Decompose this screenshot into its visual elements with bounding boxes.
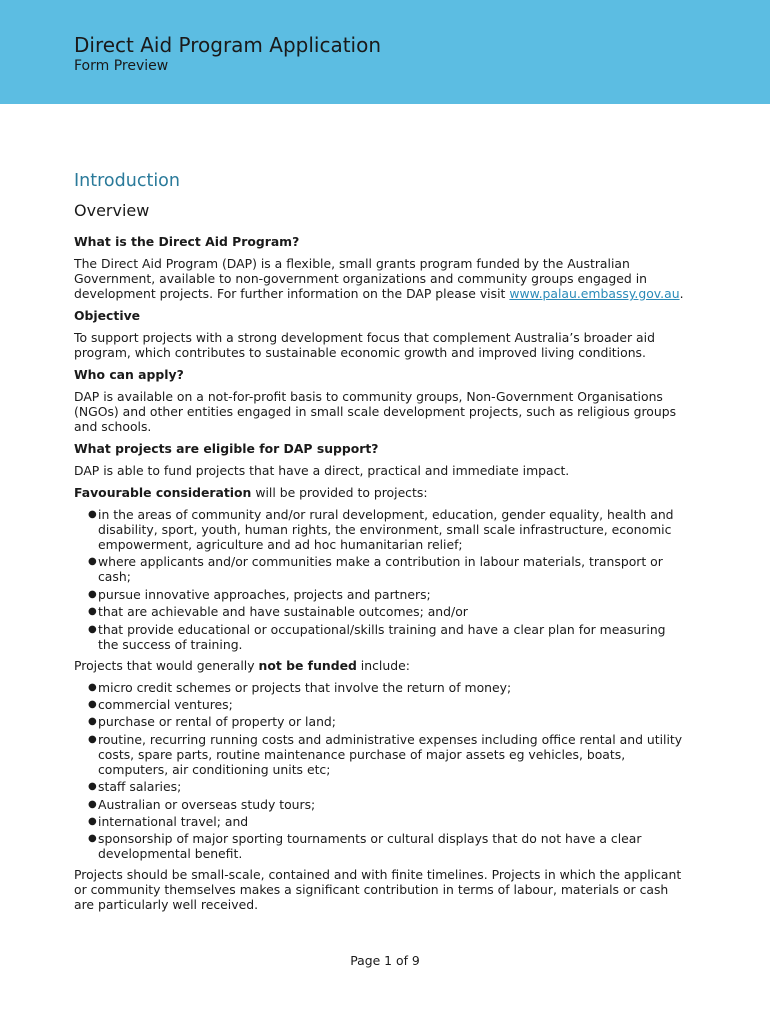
paragraph-objective: To support projects with a strong development focus that complement Australia’s broader aid program, which contributes to sustainable economic growth and improved living conditions. <box>74 330 655 360</box>
list-item <box>88 831 689 862</box>
list-item-text: sponsorship of major sporting tournaments or cultural displays that do not have a clear developmental benefit. <box>98 831 642 862</box>
list-item <box>88 714 689 730</box>
favourable-list <box>74 507 689 652</box>
section-heading: Introduction <box>74 171 180 191</box>
form-title: Direct Aid Program Application <box>74 33 382 57</box>
list-item <box>88 604 689 620</box>
paragraph-who-can-apply: DAP is available on a not-for-profit basis to community groups, Non-Government Organisations (NGOs) and other entities engaged in small scale development projects, such as religious groups and schools. <box>74 389 677 434</box>
bullet-icon: ● <box>88 781 97 793</box>
bullet-icon: ● <box>88 698 97 710</box>
list-item-text: commercial ventures; <box>98 696 233 712</box>
bullet-icon: ● <box>88 716 97 728</box>
question-eligible-projects: What projects are eligible for DAP support? <box>74 441 379 456</box>
list-item <box>88 696 689 712</box>
bullet-icon: ● <box>88 509 97 520</box>
question-what-is-dap: What is the Direct Aid Program? <box>74 234 300 249</box>
list-item <box>88 621 689 652</box>
sub-heading: Overview <box>74 201 150 220</box>
embassy-link[interactable]: www.palau.embassy.gov.au <box>509 286 680 301</box>
bullet-icon: ● <box>88 623 97 635</box>
paragraph-not-funded <box>74 658 689 673</box>
list-item <box>88 679 689 695</box>
bold-text: Favourable consideration <box>74 485 252 500</box>
bullet-icon: ● <box>88 815 97 827</box>
paragraph-what-is-dap <box>74 256 689 301</box>
paragraph-text: Projects that would generally <box>74 657 259 673</box>
form-subtitle: Form Preview <box>74 58 169 74</box>
list-item <box>88 507 689 552</box>
paragraph-text: will be provided to projects: <box>251 485 428 500</box>
list-item <box>88 796 689 812</box>
list-item-text: staff salaries; <box>98 779 182 795</box>
list-item <box>88 586 689 602</box>
bullet-icon: ● <box>88 833 97 845</box>
bullet-icon: ● <box>88 798 97 810</box>
bullet-icon: ● <box>88 606 97 618</box>
question-objective: Objective <box>74 308 141 323</box>
paragraph-closing: Projects should be small-scale, contained and with finite timelines. Projects in which the applicant or community themselves makes a significant contribution in terms of labour, materials or cash are particularly well received. <box>74 867 682 913</box>
not-funded-list <box>74 680 689 862</box>
list-item-text: pursue innovative approaches, projects and partners; <box>98 586 431 602</box>
list-item-text: micro credit schemes or projects that involve the return of money; <box>98 679 512 695</box>
list-item-text: that provide educational or occupational/skills training and have a clear plan for measuring the success of training. <box>98 621 666 652</box>
paragraph-favourable <box>74 485 689 500</box>
bold-text: not be funded <box>258 657 357 673</box>
list-item <box>88 554 689 585</box>
list-item-text: where applicants and/or communities make a contribution in labour materials, transport or cash; <box>98 554 663 585</box>
list-item <box>88 779 689 795</box>
bullet-icon: ● <box>88 681 97 693</box>
header-banner <box>0 0 770 104</box>
bullet-icon: ● <box>88 588 97 600</box>
question-who-can-apply: Who can apply? <box>74 367 184 382</box>
paragraph-text: . <box>679 286 684 301</box>
list-item-text: Australian or overseas study tours; <box>98 796 316 812</box>
list-item <box>88 731 689 777</box>
list-item-text: in the areas of community and/or rural development, education, gender equality, health and disability, sport, youth, human rights, the environment, small scale infrastructure, economic empowerment, agriculture and ad hoc humanitarian relief; <box>98 507 674 552</box>
list-item-text: routine, recurring running costs and administrative expenses including office rental and utility costs, spare parts, routine maintenance purchase of major assets eg vehicles, boats, computers, air conditioning units etc; <box>98 731 683 777</box>
paragraph-text: include: <box>356 657 410 673</box>
page-number: Page 1 of 9 <box>350 953 420 968</box>
paragraph-text: The Direct Aid Program (DAP) is a flexible, small grants program funded by the Australian Government, available to non-government organizations and community groups engaged in development projects. For further information on the DAP please visit <box>74 256 648 301</box>
list-item-text: purchase or rental of property or land; <box>98 714 336 730</box>
list-item-text: that are achievable and have sustainable outcomes; and/or <box>98 604 468 620</box>
paragraph-eligible: DAP is able to fund projects that have a direct, practical and immediate impact. <box>74 463 570 478</box>
list-item <box>88 813 689 829</box>
bullet-icon: ● <box>88 556 97 568</box>
list-item-text: international travel; and <box>98 813 249 829</box>
document-body <box>74 170 689 919</box>
bullet-icon: ● <box>88 733 97 745</box>
